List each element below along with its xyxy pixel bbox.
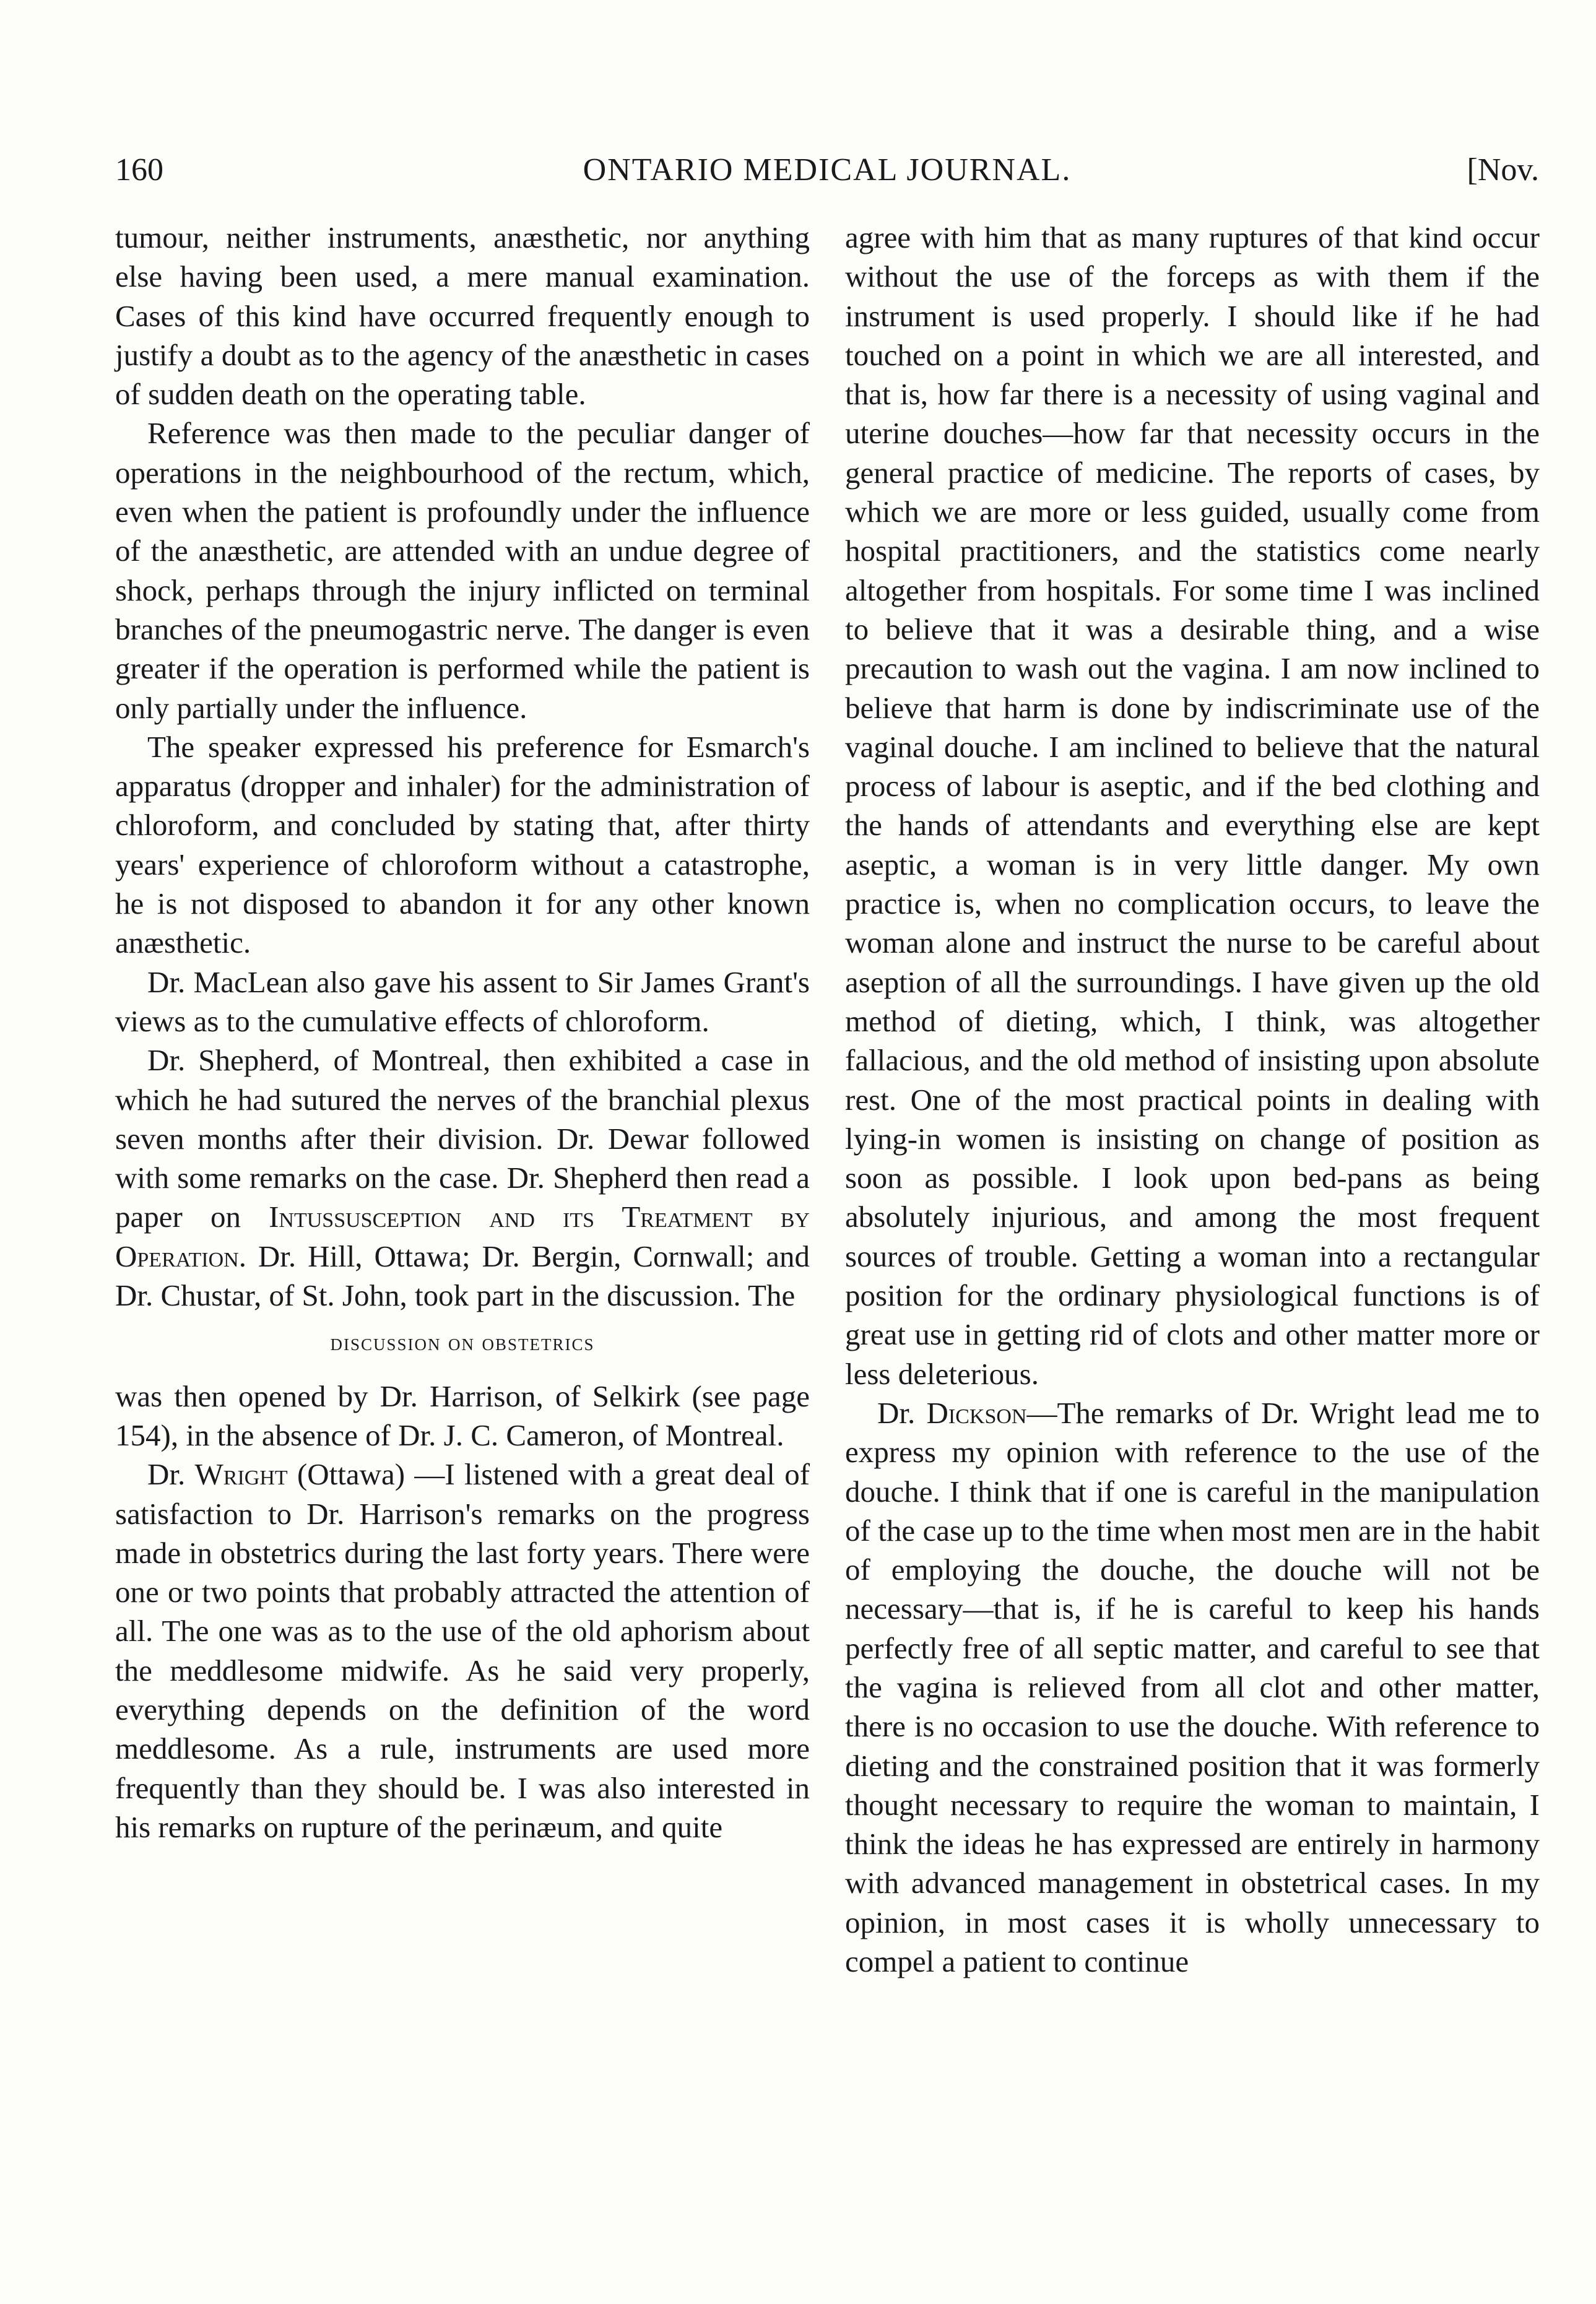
speaker-name: Wright <box>194 1457 288 1492</box>
paragraph <box>845 1393 1540 1981</box>
paper-title: Intussusception and its Treatment by Operation <box>115 1200 810 1273</box>
left-column <box>115 218 810 1847</box>
paragraph: agree with him that as many ruptures of that kind occur without the use of the forceps as with them if the instrument is used properly. I should like if he had touched on a point in which we are all interested, and that is, how far there is a necessity of using vaginal and uterine douches—how far that necessity occurs in the general practice of medicine. The reports of cases, by which we are more or less guided, usually come from hospital practitioners, and the statistics come nearly altogether from hospitals. For some time I was inclined to believe that it was a desirable thing, and a wise precaution to wash out the vagina. I am now inclined to believe that harm is done by indiscriminate use of the vaginal douche. I am inclined to believe that the natural process of labour is aseptic, and if the bed clothing and the hands of attendants and everything else are kept aseptic, a woman is in very little danger. My own practice is, when no complication occurs, to leave the woman alone and instruct the nurse to be careful about aseption of all the surroundings. I have given up the old method of dieting, which, I think, was altogether fallacious, and the old method of insisting upon absolute rest. One of the most practical points in dealing with lying-in women is insisting on change of position as soon as possible. I look upon bed-pans as being absolutely injurious, and among the most frequent sources of trouble. Getting a woman into a rectangular position for the ordinary physiological functions is of great use in getting rid of clots and other matter more or less deleterious. <box>845 220 1540 1391</box>
journal-title: ONTARIO MEDICAL JOURNAL. <box>583 152 1072 188</box>
section-heading: discussion on obstetrics <box>330 1330 595 1356</box>
text: —The remarks of Dr. Wright lead me to express my opinion with reference to the use of the douche. I think that if one is careful in the manipulation of the case up to the time when most men are in the habit of employing the douche, the douche will not be necessary—that is, if he is careful to keep his hands perfectly free of all septic matter, and careful to see that the vagina is relieved from all clot and other matter, there is no occasion to use the douche. With reference to dieting and the constrained position that it was formerly thought necessary to require the woman to maintain, I think the ideas he has expressed are entirely in harmony with advanced management in obstetrical cases. In my opinion, in most cases it is wholly unnecessary to compel a patient to continue <box>845 1395 1540 1979</box>
text: (Ottawa) —I listened with a great deal of satisfaction to Dr. Harrison's remarks on the progress made in obstetrics during the last forty years. There were one or two points that probably attracted the attention of all. The one was as to the use of the old aphorism about the meddlesome midwife. As he said very properly, everything depends on the definition of the word meddlesome. As a rule, instruments are used more frequently than they should be. I was also interested in his remarks on rupture of the perinæum, and quite <box>115 1457 810 1844</box>
text: Dr. <box>147 1457 195 1492</box>
paragraph: was then opened by Dr. Harrison, of Selkirk (see page 154), in the absence of Dr. J. C. Cameron, of Montreal. <box>115 1379 810 1452</box>
text: Dr. Shepherd, of Montreal, then exhibited a case in which he had sutured the nerves of the branchial plexus seven months after their division. Dr. Dewar followed with some remarks on the case. Dr. Shepherd then read a paper on <box>115 1043 810 1234</box>
right-column <box>845 218 1540 1981</box>
paragraph: The speaker expressed his preference for Esmarch's apparatus (dropper and inhaler) for the administration of chloroform, and concluded by stating that, after thirty years' experience of chloroform without a catastrophe, he is not disposed to abandon it for any other known anæsthetic. <box>115 729 810 960</box>
issue-month: [Nov. <box>1467 152 1539 188</box>
running-header <box>115 152 1539 195</box>
paragraph <box>115 1041 810 1315</box>
text: Dr. <box>877 1395 927 1430</box>
paragraph: tumour, neither instruments, anæsthetic, nor anything else having been used, a mere manual examination. Cases of this kind have occurred frequently enough to justify a doubt as to the agency of the anæsthetic in cases of sudden death on the operating table. <box>115 220 810 412</box>
paragraph: Reference was then made to the peculiar danger of operations in the neighbourhood of the rectum, which, even when the patient is profoundly under the influence of the anæsthetic, are attended with an undue degree of shock, perhaps through the injury inflicted on terminal branches of the pneumogastric nerve. The danger is even greater if the operation is performed while the patient is only partially under the influence. <box>115 416 810 725</box>
page-number: 160 <box>115 152 163 188</box>
text: . Dr. Hill, Ottawa; Dr. Bergin, Cornwall; and Dr. Chustar, of St. John, took part in the discussion. The <box>115 1239 810 1313</box>
paragraph: Dr. MacLean also gave his assent to Sir James Grant's views as to the cumulative effects of chloroform. <box>115 964 810 1038</box>
paragraph <box>115 1455 810 1847</box>
speaker-name: Dickson <box>926 1395 1027 1430</box>
